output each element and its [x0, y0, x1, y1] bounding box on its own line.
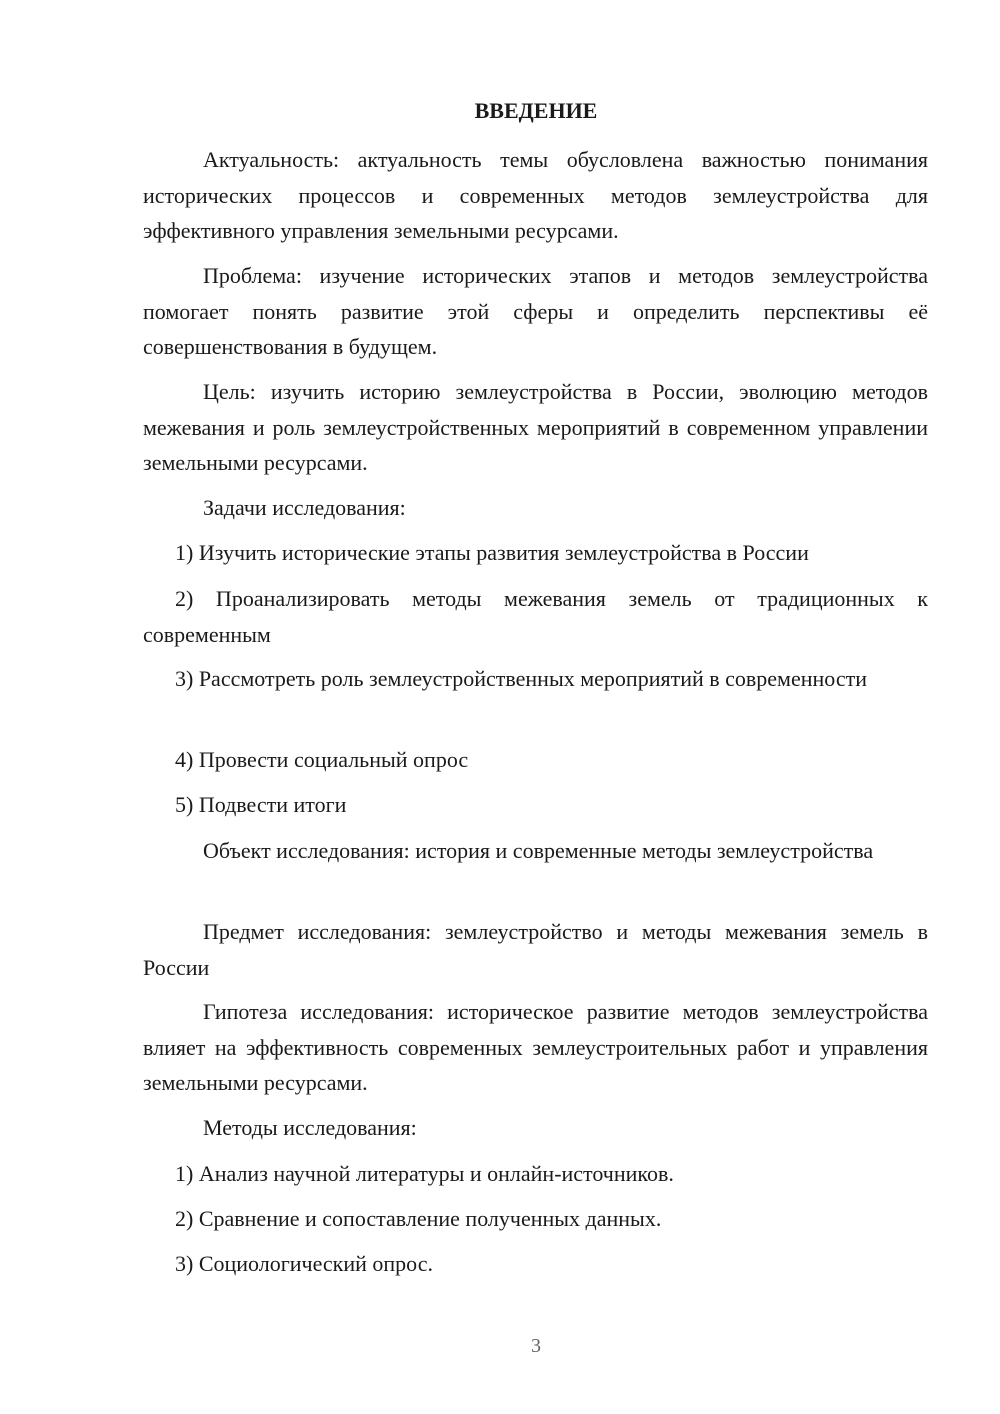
method-item-3: 3) Социологический опрос. — [175, 1251, 433, 1276]
page-title: ВВЕДЕНИЕ — [474, 98, 598, 123]
goal-paragraph: Цель: изучить историю землеустройства в России, эволюцию методов межевания и роль землеустройственных мероприятий в современном управлении земельными ресурсами. — [143, 379, 928, 475]
method-item-1: 1) Анализ научной литературы и онлайн-источников. — [175, 1161, 674, 1186]
task-item-5: 5) Подвести итоги — [175, 792, 347, 817]
subject-paragraph: Предмет исследования: землеустройство и методы межевания земель в России — [143, 919, 928, 980]
task-item-4: 4) Провести социальный опрос — [175, 747, 469, 772]
task-item-1: 1) Изучить исторические этапы развития землеустройства в России — [175, 540, 809, 565]
tasks-heading: Задачи исследования: — [203, 495, 406, 520]
task-item-3: 3) Рассмотреть роль землеустройственных мероприятий в современности — [175, 666, 867, 691]
hypothesis-paragraph: Гипотеза исследования: историческое развитие методов землеустройства влияет на эффективность современных землеустроительных работ и управления земельными ресурсами. — [143, 999, 928, 1095]
object-paragraph: Объект исследования: история и современные методы землеустройства — [203, 838, 874, 863]
relevance-paragraph: Актуальность: актуальность темы обусловлена важностью понимания исторических процессов и современных методов землеустройства для эффективного управления земельными ресурсами. — [143, 147, 928, 243]
problem-paragraph: Проблема: изучение исторических этапов и методов землеустройства помогает понять развитие этой сферы и определить перспективы её совершенствования в будущем. — [143, 263, 928, 359]
methods-heading: Методы исследования: — [203, 1115, 417, 1140]
page-number: 3 — [531, 1335, 541, 1357]
method-item-2: 2) Сравнение и сопоставление полученных данных. — [175, 1206, 662, 1231]
task-item-2: 2) Проанализировать методы межевания земель от традиционных к современным — [143, 586, 928, 647]
